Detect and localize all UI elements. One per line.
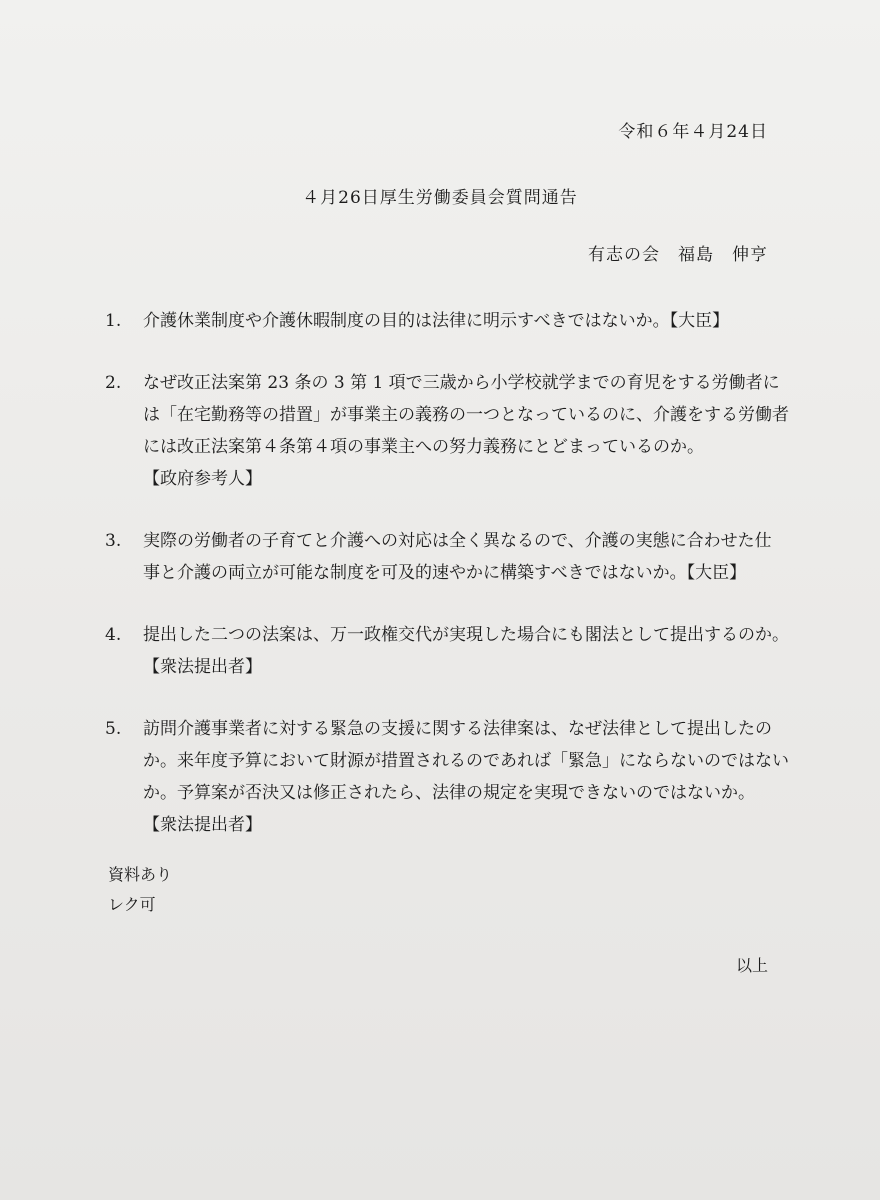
question-line: 介護休業制度や介護休暇制度の目的は法律に明示すべきではないか。【大臣】 [143, 311, 730, 331]
note-materials: 資料あり [108, 865, 173, 884]
question-line: には改正法案第４条第４項の事業主への努力義務にとどまっているのか。 [143, 437, 704, 457]
question-item [105, 305, 785, 337]
question-item [105, 713, 789, 841]
question-text [143, 367, 789, 495]
question-number: 3. [105, 531, 122, 551]
document-date: 令和６年４月24日 [618, 122, 768, 142]
question-line: か。予算案が否決又は修正されたら、法律の規定を実現できないのではないか。 [143, 783, 755, 803]
question-text [143, 713, 789, 841]
question-number: 2. [105, 373, 122, 393]
question-item [105, 525, 785, 589]
question-text [143, 305, 785, 337]
document-title: ４月26日厚生労働委員会質問通告 [302, 188, 578, 208]
author-line [588, 240, 768, 265]
question-line: 提出した二つの法案は、万一政権交代が実現した場合にも閣法として提出するのか。 [143, 625, 789, 645]
question-number: 4. [105, 625, 122, 645]
question-list [105, 305, 789, 871]
question-line: は「在宅勤務等の措置」が事業主の義務の一つとなっているのに、介護をする労働者 [143, 405, 789, 425]
closing-mark: 以上 [735, 956, 768, 975]
question-line: か。来年度予算において財源が措置されるのであれば「緊急」にならないのではない [143, 751, 789, 771]
question-number: 5. [105, 719, 122, 739]
respondent-tag: 【政府参考人】 [143, 469, 262, 489]
author-group: 有志の会 [588, 245, 660, 265]
author-name: 福島 伸亨 [678, 245, 768, 265]
question-line: 訪問介護事業者に対する緊急の支援に関する法律案は、なぜ法律として提出したの [143, 719, 772, 739]
question-text [143, 619, 789, 683]
note-lecture: レク可 [108, 895, 156, 914]
question-item [105, 619, 789, 683]
question-line: 実際の労働者の子育てと介護への対応は全く異なるので、介護の実態に合わせた仕 [143, 531, 772, 551]
question-item [105, 367, 789, 495]
question-line: なぜ改正法案第 23 条の 3 第 1 項で三歳から小学校就学までの育児をする労働者に [143, 373, 780, 393]
notes [108, 860, 172, 920]
respondent-tag: 【衆法提出者】 [143, 815, 262, 835]
question-number: 1. [105, 311, 122, 331]
question-line: 事と介護の両立が可能な制度を可及的速やかに構築すべきではないか。【大臣】 [143, 563, 747, 583]
question-text [143, 525, 785, 589]
respondent-tag: 【衆法提出者】 [143, 657, 262, 677]
